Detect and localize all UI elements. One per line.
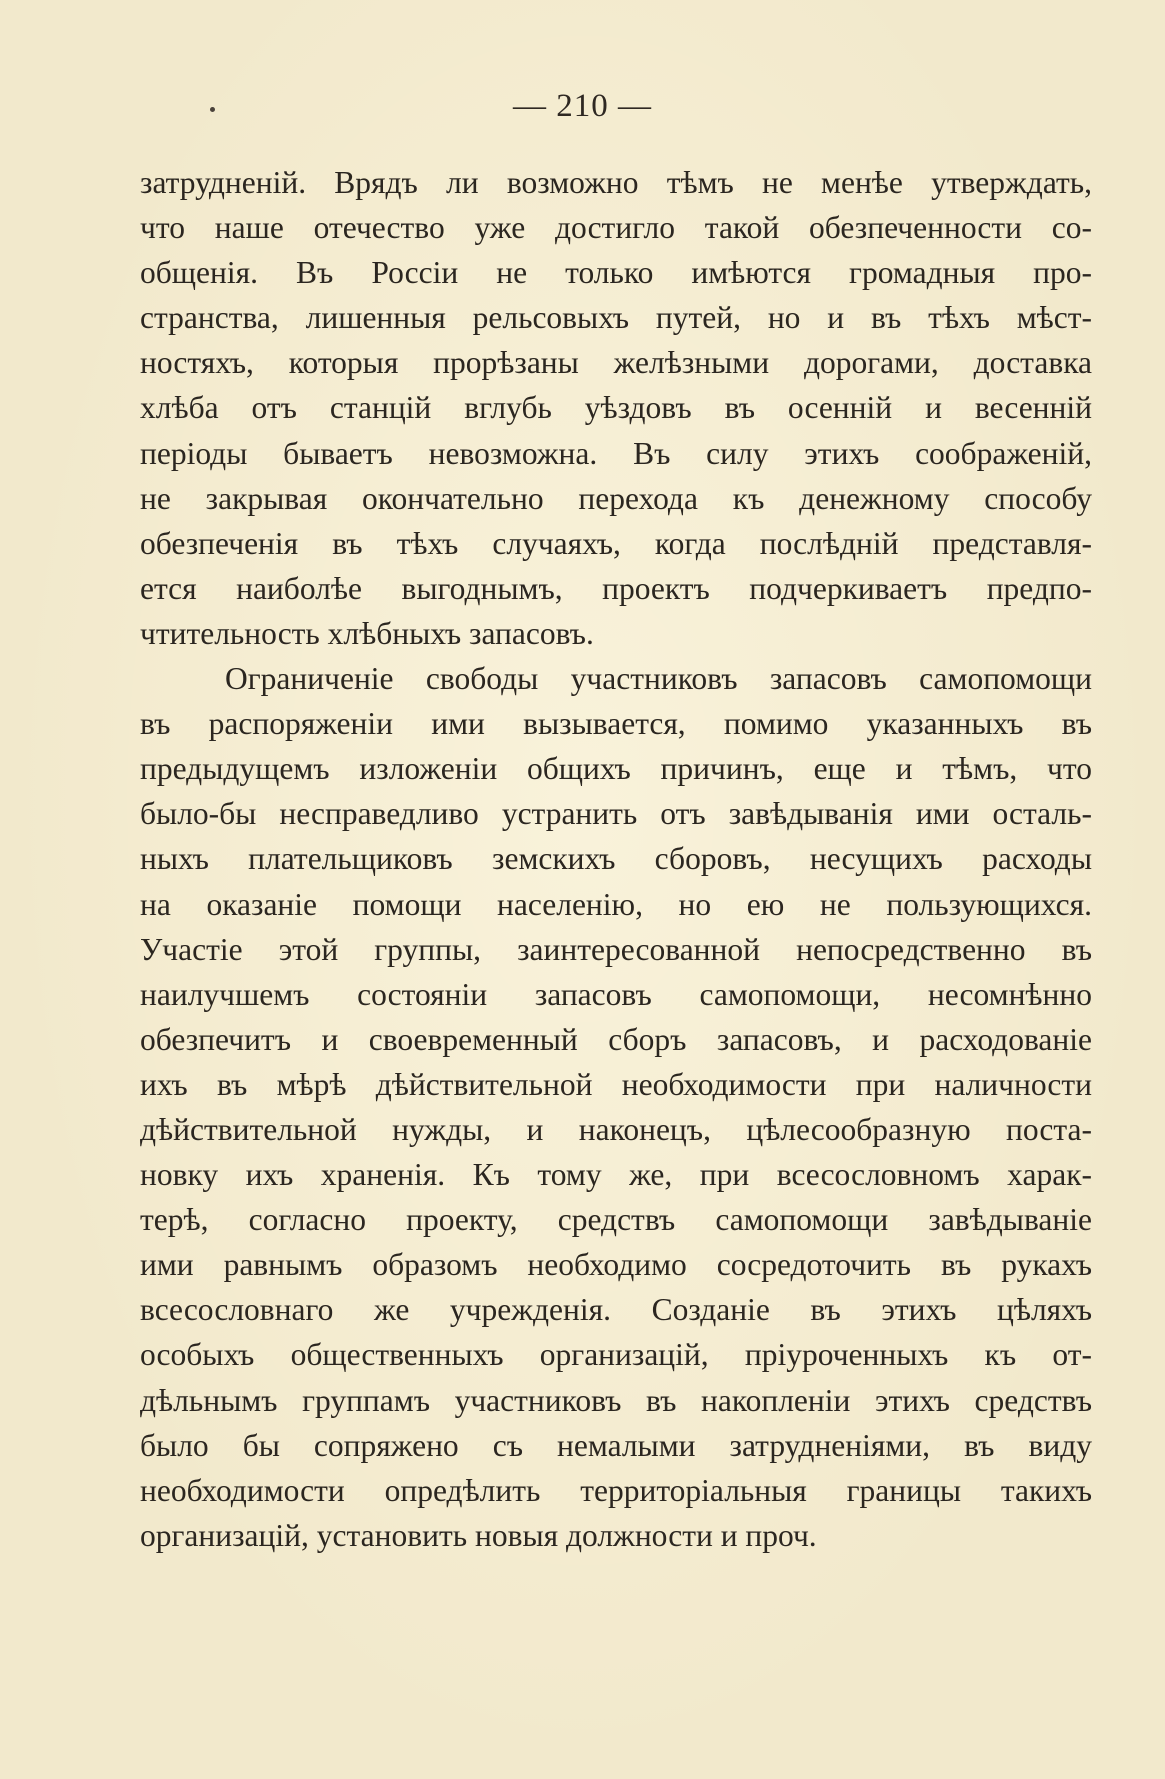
page-number: — 210 —	[513, 88, 652, 124]
text-line: терѣ, согласно проекту, средствъ самопомощи завѣдываніе	[140, 1202, 1092, 1238]
text-line: Участіе этой группы, заинтересованной непосредственно въ	[140, 931, 1092, 967]
text-line: что наше отечество уже достигло такой обезпеченности со-	[140, 210, 1092, 246]
text-line: всесословнаго же учрежденія. Созданіе въ этихъ цѣляхъ	[140, 1292, 1092, 1328]
text-line: въ распоряженіи ими вызывается, помимо указанныхъ въ	[140, 706, 1092, 742]
text-line: обезпеченія въ тѣхъ случаяхъ, когда послѣдній представля-	[140, 525, 1092, 561]
text-line: затрудненій. Врядъ ли возможно тѣмъ не менѣе утверждать,	[140, 165, 1092, 200]
text-line: на оказаніе помощи населенію, но ею не пользующихся.	[140, 886, 1092, 922]
text-line: организацій, установить новыя должности и проч.	[140, 1517, 817, 1553]
body-text	[140, 160, 1092, 1558]
text-line: чтительность хлѣбныхъ запасовъ.	[140, 615, 594, 651]
text-line: дѣйствительной нужды, и наконецъ, цѣлесообразную поста-	[140, 1111, 1092, 1147]
text-line: предыдущемъ изложеніи общихъ причинъ, еще и тѣмъ, что	[140, 751, 1092, 787]
text-line: хлѣба отъ станцій вглубь уѣздовъ въ осенній и весенній	[140, 390, 1092, 426]
text-line: періоды бываетъ невозможна. Въ силу этихъ соображеній,	[140, 435, 1092, 471]
text-line: Ограниченіе свободы участниковъ запасовъ самопомощи	[225, 661, 1092, 697]
text-line: ностяхъ, которыя прорѣзаны желѣзными дорогами, доставка	[140, 345, 1092, 381]
text-line: необходимости опредѣлить территоріальныя границы такихъ	[140, 1472, 1092, 1508]
text-line: наилучшемъ состояніи запасовъ самопомощи, несомнѣнно	[140, 976, 1092, 1012]
text-line: общенія. Въ Россіи не только имѣются громадныя про-	[140, 255, 1092, 291]
text-line: не закрывая окончательно перехода къ денежному способу	[140, 480, 1092, 516]
text-line: странства, лишенныя рельсовыхъ путей, но и въ тѣхъ мѣст-	[140, 300, 1092, 336]
text-line: особыхъ общественныхъ организацій, пріуроченныхъ къ от-	[140, 1337, 1092, 1373]
text-line: дѣльнымъ группамъ участниковъ въ накопленіи этихъ средствъ	[140, 1382, 1092, 1418]
text-line: ими равнымъ образомъ необходимо сосредоточить въ рукахъ	[140, 1247, 1092, 1283]
text-line: ихъ въ мѣрѣ дѣйствительной необходимости при наличности	[140, 1066, 1092, 1102]
text-line: было-бы несправедливо устранить отъ завѣдыванія ими осталь-	[140, 796, 1092, 832]
text-line: ныхъ плательщиковъ земскихъ сборовъ, несущихъ расходы	[140, 841, 1092, 877]
text-line: было бы сопряжено съ немалыми затрудненіями, въ виду	[140, 1427, 1092, 1463]
text-line: новку ихъ храненія. Къ тому же, при всесословномъ харак-	[140, 1157, 1092, 1193]
text-line: ется наиболѣе выгоднымъ, проектъ подчеркиваетъ предпо-	[140, 570, 1092, 606]
text-line: обезпечитъ и своевременный сборъ запасовъ, и расходованіе	[140, 1021, 1092, 1057]
